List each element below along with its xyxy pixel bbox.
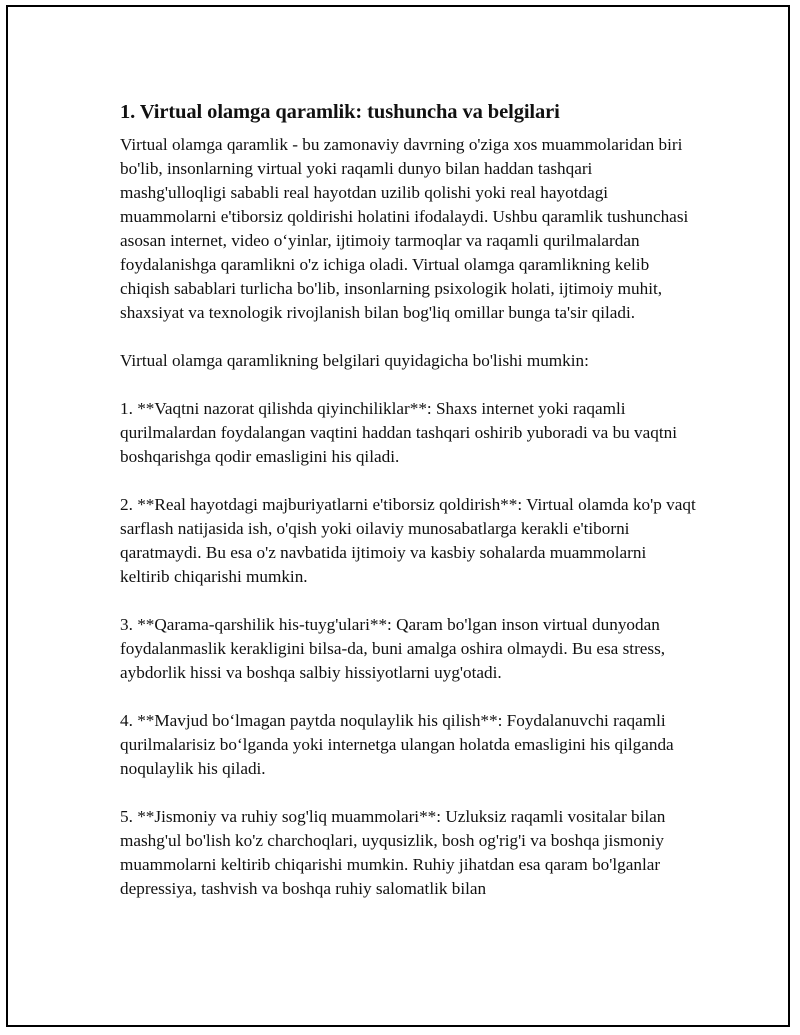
section-heading: 1. Virtual olamga qaramlik: tushuncha va belgilari <box>120 101 560 123</box>
sign-item-3: 3. **Qarama-qarshilik his-tuyg'ulari**: Qaram bo'lgan inson virtual dunyodan foydalanmaslik kerakligini bilsa-da, buni amalga oshira olmaydi. Bu esa stress, aybdorlik hissi va boshqa salbiy hissiyotlarni uyg'otadi. <box>120 615 666 682</box>
intro-paragraph: Virtual olamga qaramlik - bu zamonaviy davrning o'ziga xos muammolaridan biri bo'lib, insonlarning virtual yoki raqamli dunyo bilan haddan tashqari mashg'ulloqligi sababli real hayotdan uzilib qolishi yoki real hayotdagi muammolarni e'tiborsiz qoldirishi holatini ifodalaydi. Ushbu qaramlik tushunchasi asosan internet, video o‘yinlar, ijtimoiy tarmoqlar va raqamli qurilmalardan foydalanishga qaramlikni o'z ichiga oladi. Virtual olamga qaramlikning kelib chiqish sabablari turlicha bo'lib, insonlarning psixologik holati, ijtimoiy muhit, shaxsiyat va texnologik rivojlanish bilan bog'liq omillar bunga ta'sir qiladi. <box>120 135 689 322</box>
sign-item-4: 4. **Mavjud bo‘lmagan paytda noqulaylik his qilish**: Foydalanuvchi raqamli qurilmalarisiz bo‘lganda yoki internetga ulangan holatda emasligini his qilganda noqulaylik his qiladi. <box>120 711 674 778</box>
document-page <box>6 5 790 1027</box>
signs-intro-paragraph: Virtual olamga qaramlikning belgilari quyidagicha bo'lishi mumkin: <box>120 351 589 370</box>
document-body <box>120 99 700 925</box>
sign-item-1: 1. **Vaqtni nazorat qilishda qiyinchiliklar**: Shaxs internet yoki raqamli qurilmalardan foydalangan vaqtini haddan tashqari oshirib yuboradi va bu vaqtni boshqarishga qodir emasligini his qiladi. <box>120 399 678 466</box>
sign-item-5: 5. **Jismoniy va ruhiy sog'liq muammolari**: Uzluksiz raqamli vositalar bilan mashg'ul bo'lish ko'z charchoqlari, uyqusizlik, bosh og'rig'i va boshqa jismoniy muammolarni keltirib chiqarishi mumkin. Ruhiy jihatdan esa qaram bo'lganlar depressiya, tashvish va boshqa ruhiy salomatlik bilan <box>120 807 666 898</box>
sign-item-2: 2. **Real hayotdagi majburiyatlarni e'tiborsiz qoldirish**: Virtual olamda ko'p vaqt sarflash natijasida ish, o'qish yoki oilaviy munosabatlarga kerakli e'tiborni qaratmaydi. Bu esa o'z navbatida ijtimoiy va kasbiy sohalarda muammolarni keltirib chiqarishi mumkin. <box>120 495 696 586</box>
